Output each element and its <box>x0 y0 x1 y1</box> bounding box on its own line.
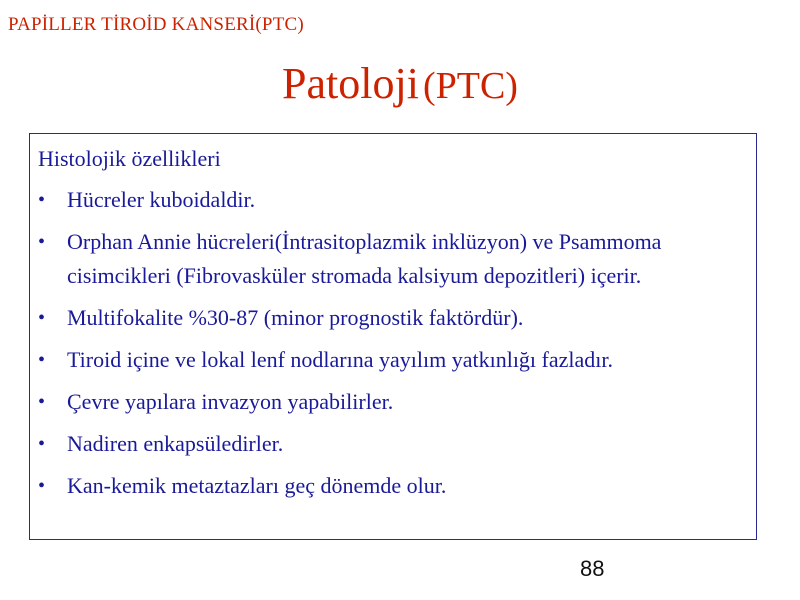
list-item <box>38 183 748 217</box>
list-item <box>38 385 748 419</box>
list-item <box>38 301 748 335</box>
list-item <box>38 427 748 461</box>
header-label: PAPİLLER TİROİD KANSERİ(PTC) <box>8 14 304 35</box>
list-item <box>38 225 748 293</box>
bullet-dot-icon: • <box>38 231 46 253</box>
bullet-dot-icon: • <box>38 475 46 497</box>
list-item <box>38 469 748 503</box>
list-item-text: Hücreler kuboidaldir. <box>67 187 256 212</box>
bullet-dot-icon: • <box>38 391 46 413</box>
list-item-text: Multifokalite %30-87 (minor prognostik faktördür). <box>67 305 524 330</box>
bullet-dot-icon: • <box>38 349 46 371</box>
list-item-text: Çevre yapılara invazyon yapabilirler. <box>67 389 394 414</box>
slide-title-main: Patoloji <box>282 59 419 108</box>
list-item <box>38 343 748 377</box>
content-box <box>29 133 757 540</box>
slide-title-sub: (PTC) <box>422 65 518 107</box>
list-item-text: Nadiren enkapsüledirler. <box>67 431 284 456</box>
list-item-text: Tiroid içine ve lokal lenf nodlarına yayılım yatkınlığı fazladır. <box>67 347 614 372</box>
slide-title <box>0 59 800 108</box>
list-item-text: Orphan Annie hücreleri(İntrasitoplazmik inklüzyon) ve Psammoma cisimcikleri (Fibrovasküler stromada kalsiyum depozitleri) içerir. <box>67 229 662 288</box>
bullet-list <box>38 183 748 503</box>
bullet-dot-icon: • <box>38 433 46 455</box>
list-item-text: Kan-kemik metaztazları geç dönemde olur. <box>67 473 447 498</box>
bullet-dot-icon: • <box>38 189 46 211</box>
section-heading: Histolojik özellikleri <box>38 146 221 171</box>
page-number: 88 <box>580 556 605 581</box>
bullet-dot-icon: • <box>38 307 46 329</box>
